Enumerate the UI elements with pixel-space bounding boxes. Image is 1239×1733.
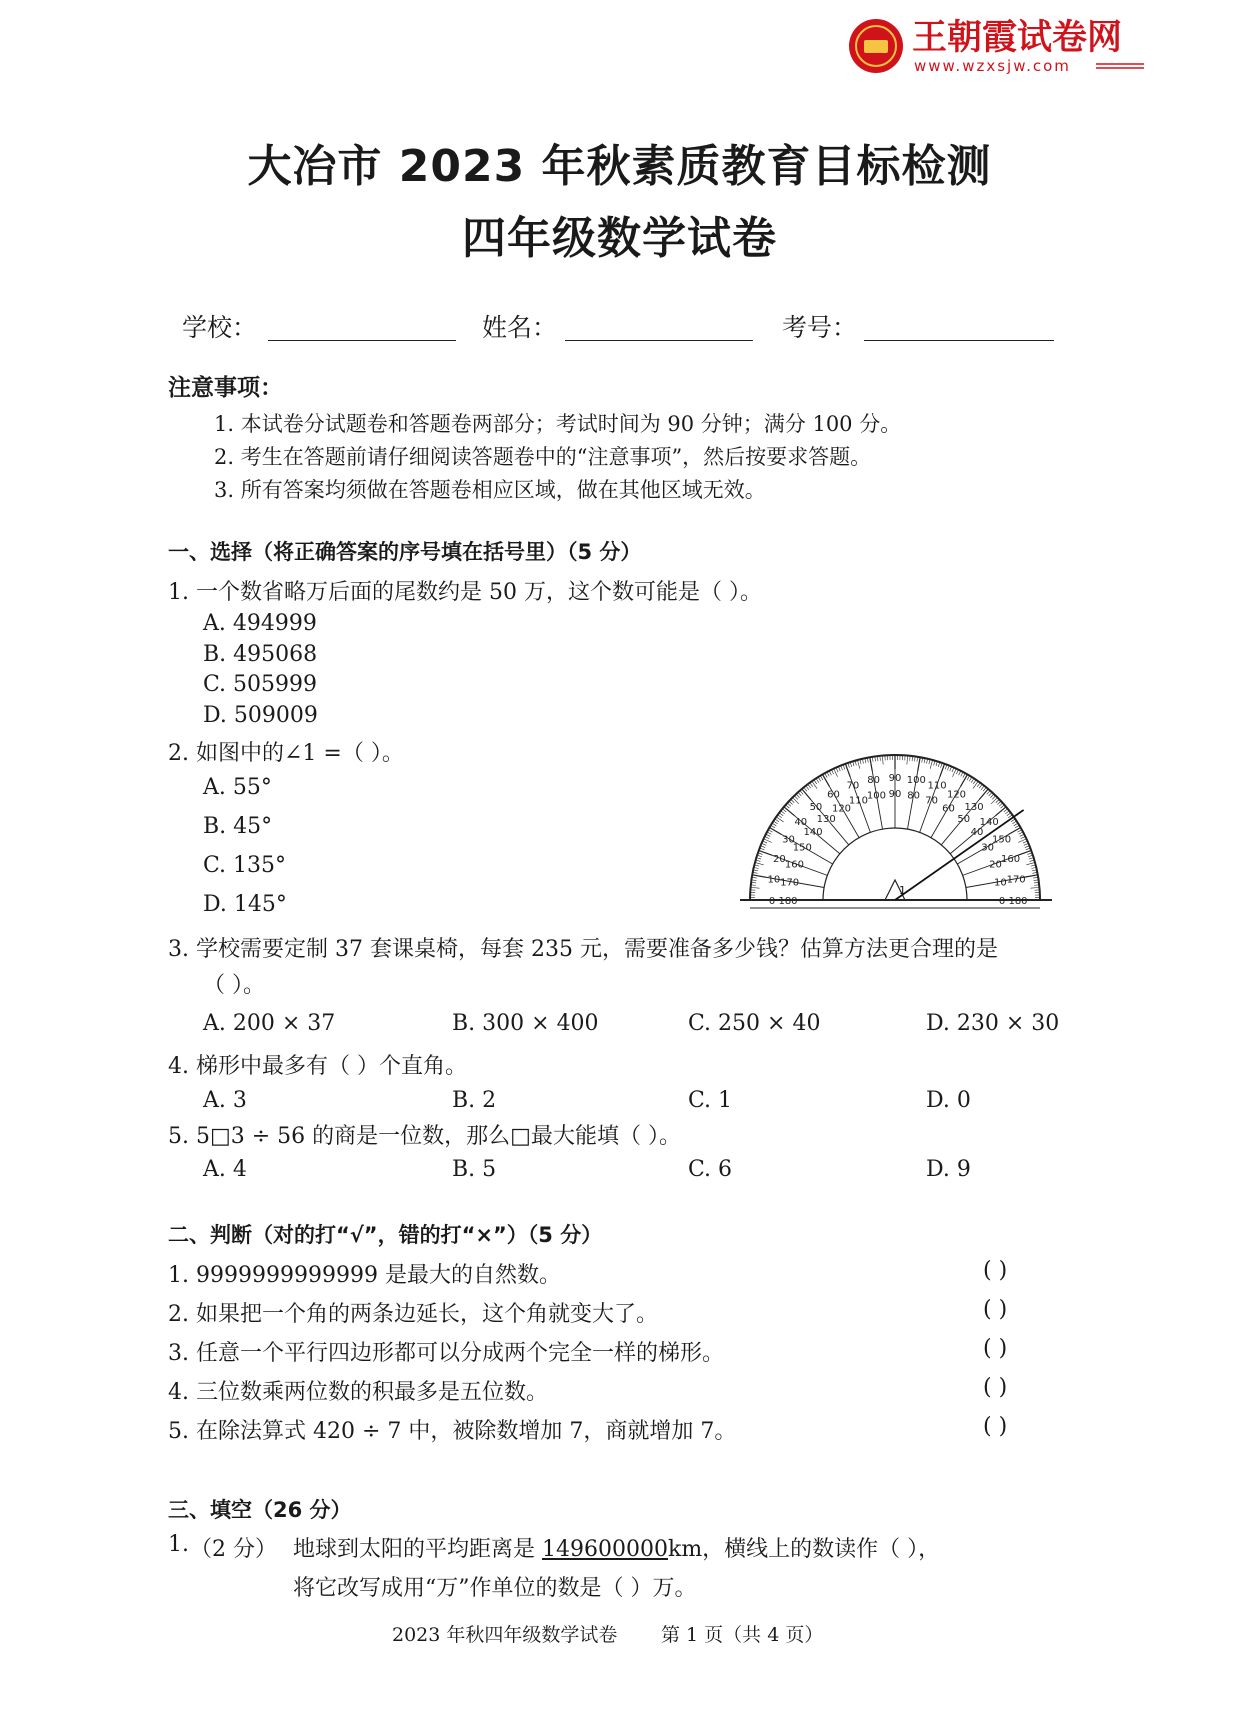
option: B. 300 × 400: [452, 1011, 599, 1036]
option: A. 200 × 37: [203, 1011, 336, 1036]
protractor-tick: [1019, 832, 1023, 834]
protractor-outer-label: 70: [846, 780, 860, 792]
protractor-figure: [740, 748, 1070, 918]
judge-item: 3. 任意一个平行四边形都可以分成两个完全一样的梯形。: [168, 1341, 724, 1366]
protractor-tick: [751, 887, 760, 888]
protractor-tick: [969, 777, 972, 781]
protractor-tick: [755, 862, 764, 864]
protractor-outer-label: 120: [946, 789, 967, 801]
option: C. 6: [688, 1157, 733, 1182]
protractor-tick: [779, 813, 783, 816]
logo-lines-icon: [1096, 62, 1146, 72]
protractor-tick: [961, 774, 968, 786]
question-1-5: 5. 5□3 ÷ 56 的商是一位数，那么□最大能填（ ）。: [168, 1124, 681, 1149]
protractor-tick: [983, 787, 986, 791]
protractor-tick: [768, 830, 772, 832]
answer-paren[interactable]: ( ): [983, 1414, 1008, 1439]
protractor-outer-label: 0: [768, 896, 776, 907]
protractor-inner-label: 50: [957, 814, 971, 826]
option: D. 9: [926, 1157, 971, 1182]
option: A. 55°: [203, 775, 272, 800]
option: C. 1: [688, 1088, 733, 1113]
protractor-inner-label: 150: [792, 842, 812, 854]
protractor-tick: [772, 823, 776, 826]
protractor-outer-label: 130: [964, 801, 984, 813]
protractor-tick: [806, 786, 809, 790]
protractor-inner-label: 10: [994, 877, 1007, 889]
protractor-tick: [1024, 875, 1038, 877]
protractor-tick: [961, 772, 963, 776]
protractor-tick: [981, 786, 984, 790]
protractor-outer-label: 110: [927, 780, 947, 792]
protractor-outer-label: 100: [906, 774, 926, 786]
protractor-tick: [786, 805, 790, 808]
answer-paren[interactable]: ( ): [983, 1258, 1008, 1283]
protractor-tick: [800, 791, 803, 795]
protractor-tick: [787, 803, 791, 806]
protractor-tick: [963, 773, 965, 777]
protractor-outer-label: 30: [782, 834, 795, 846]
notice-item: 1. 本试卷分试题卷和答题卷两部分；考试时间为 90 分钟；满分 100 分。: [214, 412, 902, 436]
option: B. 45°: [203, 814, 273, 839]
protractor-tick: [796, 794, 799, 798]
protractor-tick: [996, 799, 1000, 802]
protractor-inner-label: 90: [888, 789, 902, 800]
protractor-tick: [987, 791, 990, 795]
option: C. 135°: [203, 853, 287, 878]
seal-icon: [846, 16, 906, 76]
protractor-tick: [1023, 841, 1028, 843]
protractor-tick: [771, 825, 775, 828]
protractor-tick: [808, 784, 811, 788]
protractor-tick: [1001, 805, 1005, 808]
protractor-tick: [992, 796, 995, 800]
protractor-tick: [789, 801, 793, 804]
option: B. 5: [452, 1157, 497, 1182]
protractor-tick: [818, 777, 821, 781]
protractor-tick: [831, 770, 833, 774]
protractor-inner-label: 40: [970, 827, 984, 839]
protractor-tick: [775, 819, 779, 822]
protractor-tick: [845, 764, 850, 777]
protractor-tick: [973, 781, 978, 788]
protractor-tick: [823, 774, 830, 786]
protractor-tick: [979, 784, 982, 788]
exam-no-field[interactable]: [864, 312, 1054, 341]
protractor-tick: [767, 832, 771, 834]
protractor-inner-label: 130: [816, 814, 836, 826]
protractor-tick: [1017, 830, 1021, 832]
protractor-tick: [956, 770, 958, 774]
question-1-3: 3. 学校需要定制 37 套课桌椅，每套 235 元，需要准备多少钱？估算方法更合理的是: [168, 937, 998, 962]
protractor-tick: [810, 783, 813, 787]
protractor-tick: [776, 817, 783, 822]
option: D. 0: [926, 1088, 971, 1113]
exam-title: 大冶市 2023 年秋素质教育目标检测: [247, 141, 992, 192]
protractor-inner-label: 30: [981, 842, 995, 854]
protractor-outer-label: 90: [888, 773, 902, 784]
exam-no-label: 考号：: [782, 313, 858, 342]
logo-url: www.wzxsjw.com: [914, 57, 1071, 75]
protractor-tick: [1021, 836, 1025, 838]
option: D. 145°: [203, 892, 287, 917]
protractor-tick: [752, 875, 766, 877]
protractor-outer-label: 80: [867, 774, 881, 786]
protractor-outer-label: 140: [979, 816, 999, 828]
protractor-tick: [1008, 828, 1020, 835]
protractor-tick: [1014, 823, 1018, 826]
protractor-inner-label: 60: [942, 803, 955, 815]
protractor-tick: [759, 850, 772, 855]
protractor-tick: [991, 797, 997, 803]
notice-heading: 注意事项：: [168, 375, 283, 401]
protractor-inner-label: 180: [778, 896, 798, 907]
protractor-tick: [773, 821, 777, 824]
protractor-tick: [967, 776, 970, 780]
protractor-tick: [820, 776, 823, 780]
logo-name: 王朝霞试卷网: [912, 18, 1123, 58]
protractor-tick: [997, 801, 1001, 804]
protractor-inner-label: 140: [803, 827, 823, 839]
fill-1-score: （2 分）: [190, 1537, 277, 1562]
question-1-4: 4. 梯形中最多有（ ）个直角。: [168, 1054, 467, 1079]
fill-1-text-b: km，横线上的数读作（ ），: [667, 1537, 941, 1562]
protractor-tick: [765, 836, 769, 838]
protractor-outer-label: 160: [1001, 853, 1021, 865]
protractor-tick: [1012, 821, 1016, 824]
protractor-tick: [907, 756, 908, 765]
protractor-tick: [804, 787, 807, 791]
protractor-tick: [971, 778, 974, 782]
exam-subtitle: 四年级数学试卷: [462, 213, 777, 264]
protractor-tick: [766, 834, 770, 836]
protractor-tick: [857, 760, 859, 769]
option: A. 494999: [203, 611, 317, 636]
answer-paren[interactable]: ( ): [983, 1297, 1008, 1322]
protractor-tick: [794, 796, 797, 800]
protractor-inner-label: 160: [784, 859, 804, 871]
section1-heading: 一、选择（将正确答案的序号填在括号里）（5 分）: [168, 540, 642, 564]
question-1-2: 2. 如图中的∠1 =（ ）。: [168, 741, 404, 766]
protractor-tick: [816, 778, 819, 782]
answer-paren[interactable]: ( ): [983, 1375, 1008, 1400]
protractor-outer-label: 20: [773, 853, 786, 865]
protractor-tick: [825, 773, 827, 777]
protractor-tick: [973, 780, 976, 784]
judge-item: 5. 在除法算式 420 ÷ 7 中，被除数增加 7，商就增加 7。: [168, 1419, 737, 1444]
protractor-tick: [989, 792, 992, 796]
protractor-inner-label: 100: [866, 790, 886, 802]
protractor-tick: [812, 781, 817, 788]
protractor-tick: [977, 783, 980, 787]
fill-1-line2: 将它改写成用“万”作单位的数是（ ）万。: [293, 1576, 697, 1601]
notice-item: 2. 考生在答题前请仔细阅读答题卷中的“注意事项”，然后按要求答题。: [214, 445, 872, 469]
protractor-inner-label: 0: [998, 896, 1006, 907]
section2-heading: 二、判断（对的打“√”，错的打“×”）（5 分）: [168, 1223, 603, 1247]
protractor-tick: [814, 780, 817, 784]
protractor-tick: [1004, 809, 1008, 812]
option: D. 509009: [203, 703, 318, 728]
protractor-tick: [1015, 825, 1019, 828]
option: B. 2: [452, 1088, 497, 1113]
protractor-tick: [782, 809, 786, 812]
protractor-tick: [990, 794, 993, 798]
protractor-outer-label: 40: [794, 816, 808, 828]
protractor-tick: [827, 772, 829, 776]
protractor-tick: [918, 757, 920, 771]
option: B. 495068: [203, 642, 318, 667]
protractor-tick: [930, 760, 932, 769]
school-label: 学校：: [182, 313, 258, 342]
angle-label: 1: [899, 884, 906, 897]
school-field[interactable]: [268, 312, 456, 341]
option: C. 250 × 40: [688, 1011, 821, 1036]
judge-item: 4. 三位数乘两位数的积最多是五位数。: [168, 1380, 548, 1405]
protractor-inner-label: 170: [780, 877, 800, 889]
option: C. 505999: [203, 672, 318, 697]
protractor-tick: [829, 771, 831, 775]
notice-item: 3. 所有答案均须做在答题卷相应区域，做在其他区域无效。: [214, 478, 766, 502]
protractor-tick: [792, 797, 798, 803]
judge-item: 1. 9999999999999 是最大的自然数。: [168, 1263, 561, 1288]
protractor-tick: [781, 811, 785, 814]
protractor-outer-label: 50: [809, 801, 823, 813]
footer-title: 2023 年秋四年级数学试卷: [392, 1624, 618, 1646]
protractor-tick: [999, 803, 1003, 806]
protractor-tick: [959, 771, 961, 775]
protractor-tick: [798, 792, 801, 796]
option: A. 3: [203, 1088, 247, 1113]
protractor-outer-label: 150: [991, 834, 1012, 846]
protractor-tick: [870, 757, 872, 771]
footer-page: 第 1 页（共 4 页）: [661, 1624, 824, 1646]
judge-item: 2. 如果把一个角的两条边延长，这个角就变大了。: [168, 1302, 658, 1327]
protractor-tick: [763, 841, 768, 843]
fill-1-text-a: 地球到太阳的平均距离是: [293, 1537, 542, 1562]
protractor-outer-label: 170: [1006, 874, 1026, 886]
protractor-tick: [791, 799, 795, 802]
protractor-outer-label: 180: [1008, 896, 1028, 907]
protractor-tick: [1007, 813, 1011, 816]
protractor-outer-label: 10: [767, 874, 781, 886]
name-label: 姓名：: [482, 313, 558, 342]
question-1-3-paren: （ ）。: [203, 973, 265, 998]
protractor-tick: [769, 828, 781, 835]
fill-1-number: 1.: [168, 1532, 189, 1557]
protractor-inner-label: 80: [907, 790, 920, 802]
protractor-tick: [940, 764, 945, 777]
section3-heading: 三、填空（26 分）: [168, 1498, 352, 1522]
option: A. 4: [203, 1157, 247, 1182]
protractor-tick: [1030, 887, 1039, 888]
protractor-tick: [1020, 834, 1024, 836]
name-field[interactable]: [565, 312, 753, 341]
answer-paren[interactable]: ( ): [983, 1336, 1008, 1361]
fill-1-line1: [293, 1532, 940, 1563]
protractor-outer-label: 60: [827, 789, 840, 801]
protractor-inner-label: 110: [848, 795, 868, 807]
question-1-1: 1. 一个数省略万后面的尾数约是 50 万，这个数可能是（ ）。: [168, 580, 762, 605]
protractor-tick: [1005, 811, 1009, 814]
site-logo: [846, 14, 1152, 76]
protractor-inner-label: 70: [925, 795, 938, 807]
protractor-inner-label: 20: [989, 859, 1002, 871]
protractor-inner-label: 120: [831, 803, 852, 815]
protractor-tick: [778, 815, 782, 818]
protractor-tick: [882, 756, 883, 765]
fill-1-underlined-number: 149600000: [542, 1537, 668, 1562]
protractor-tick: [1026, 862, 1035, 864]
option: D. 230 × 30: [926, 1011, 1060, 1036]
